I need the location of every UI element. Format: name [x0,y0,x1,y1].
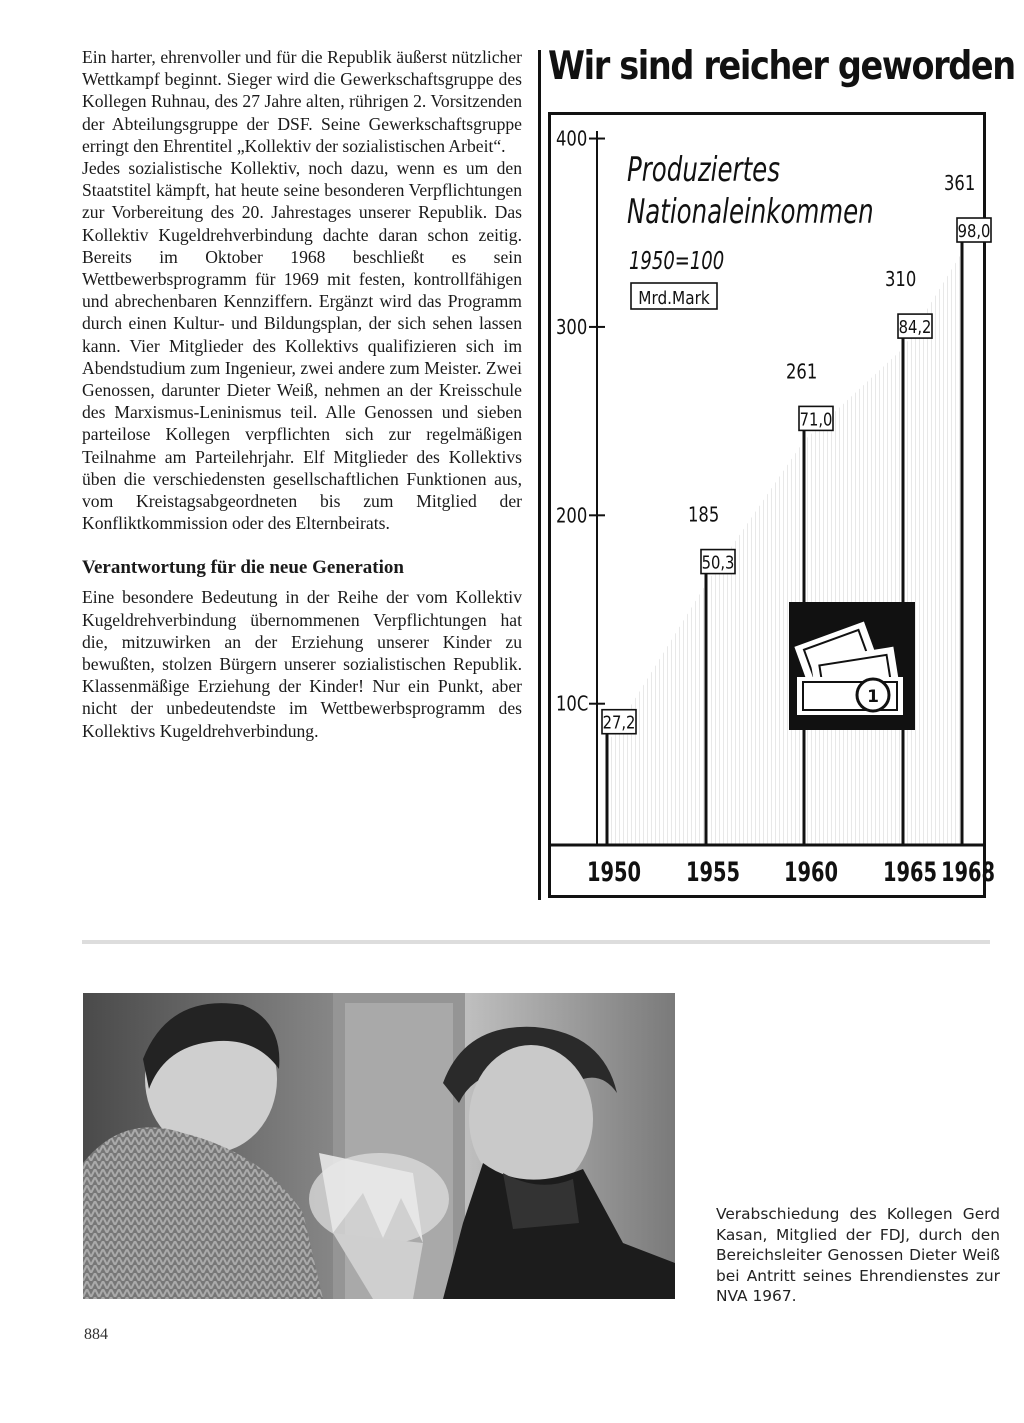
money-illustration-icon [789,602,915,730]
x-label-1965: 1965 [883,855,938,888]
chart-subtitle: 1950=100 [629,247,725,276]
article-paragraph-1: Ein harter, ehrenvoller und für die Republik äußerst nützlicher Wettkampf beginnt. Sieger wird die Gewerkschaftsgruppe des Kollegen Ruhnau, des 27 Jahre alten, rührigen 2. Vorsitzenden der Abteilungsgruppe der DSF. Seine Gewerkschaftsgruppe erringt den Ehrentitel „Kollektiv der sozialistischen Arbeit“. [82,47,522,156]
chart-title-line-1: Produziertes [627,150,780,190]
national-income-chart [548,112,996,898]
index-value-label: 261 [786,360,818,384]
photo-illustration [83,993,675,1299]
article-subheading: Verantwortung für die neue Generation [82,557,404,579]
index-value-label: 185 [688,504,720,528]
y-tick-label: 200 [556,504,588,528]
x-label-1955: 1955 [686,855,741,888]
unit-label: Mrd.Mark [638,286,710,309]
area-shading [607,252,962,845]
column-divider [538,50,541,900]
article-paragraph-2: Jedes sozialistische Kollektiv, noch dazu, wenn es um den Staatstitel kämpft, hat heute seine besonderen Verpflichtungen zur Vorbereitung des 20. Jahrestages unserer Republik. Das Kollektiv Kugeldrehverbindung dachte daran schon zeitig. Bereits im Oktober 1968 beschließt es sein Wettbewerbsprogramm für 1969 mit festen, kontrollfähigen und abrechenbaren Kennziffern. Ergänzt wird das Programm durch einen Kultur- und Bildungsplan, der sich sehen lassen kann. Vier Mitglieder des Kollektivs qualifizieren sich im Abendstudium zum Ingenieur, zwei andere zum Meister. Zwei Genossen, darunter Dieter Weiß, nehmen an der Kreisschule des Marxismus-Leninismus teil. Alle Genossen und sieben parteilose Kollegen verpflichten sich zur regelmäßigen Teilnahme am Parteilehrjahr. Elf Mitglieder des Kollektivs üben die verschiedensten gesellschaftlichen Funktionen aus, vom Kreistagsabgeordneten bis zum Mitglied der Konfliktkommission oder des Elternbeirats. [82,158,522,534]
x-label-1968: 1968 [941,855,996,888]
y-tick-label: 400 [556,128,588,152]
chart-svg [551,115,996,895]
absolute-value-label: 27,2 [602,712,636,734]
absolute-value-label: 50,3 [701,552,735,573]
x-label-1950: 1950 [587,855,642,888]
photo-caption: Verabschiedung des Kollegen Gerd Kasan, Mitglied der FDJ, durch den Bereichsleiter Genossen Dieter Weiß bei Antritt seines Ehrendienstes zur NVA 1967. [716,1205,1000,1305]
absolute-value-label: 84,2 [898,316,932,338]
page-number: 884 [84,1326,108,1343]
y-tick-label: 300 [556,316,588,340]
index-value-label: 310 [885,268,917,292]
absolute-value-label: 98,0 [957,220,991,242]
index-value-label: 361 [944,172,976,196]
chart-headline: Wir sind reicher geworden [548,44,1015,89]
x-axis-labels [587,856,995,888]
chart-title-line-2: Nationaleinkommen [627,192,874,232]
article-paragraph-3: Eine besondere Bedeutung in der Reihe der vom Kollektiv Kugeldrehverbindung übernommenen Verpflichtungen hat die, mitzuwirken an der Erziehung unserer Kinder zu bewußten, stolzen Bürgern unserer sozialistischen Republik. Klassenmäßige Erziehung der Kinder! Nur ein Punkt, aber nicht der unbedeutendste im Wettbewerbsprogramm des Kollektivs Kugeldrehverbindung. [82,587,522,741]
section-separator [82,940,990,944]
absolute-value-label: 71,0 [799,408,833,430]
x-label-1960: 1960 [784,855,839,888]
article-column [82,46,522,742]
svg-text:1: 1 [867,687,879,707]
farewell-photo [83,993,675,1299]
y-tick-label: 10C [556,693,589,717]
